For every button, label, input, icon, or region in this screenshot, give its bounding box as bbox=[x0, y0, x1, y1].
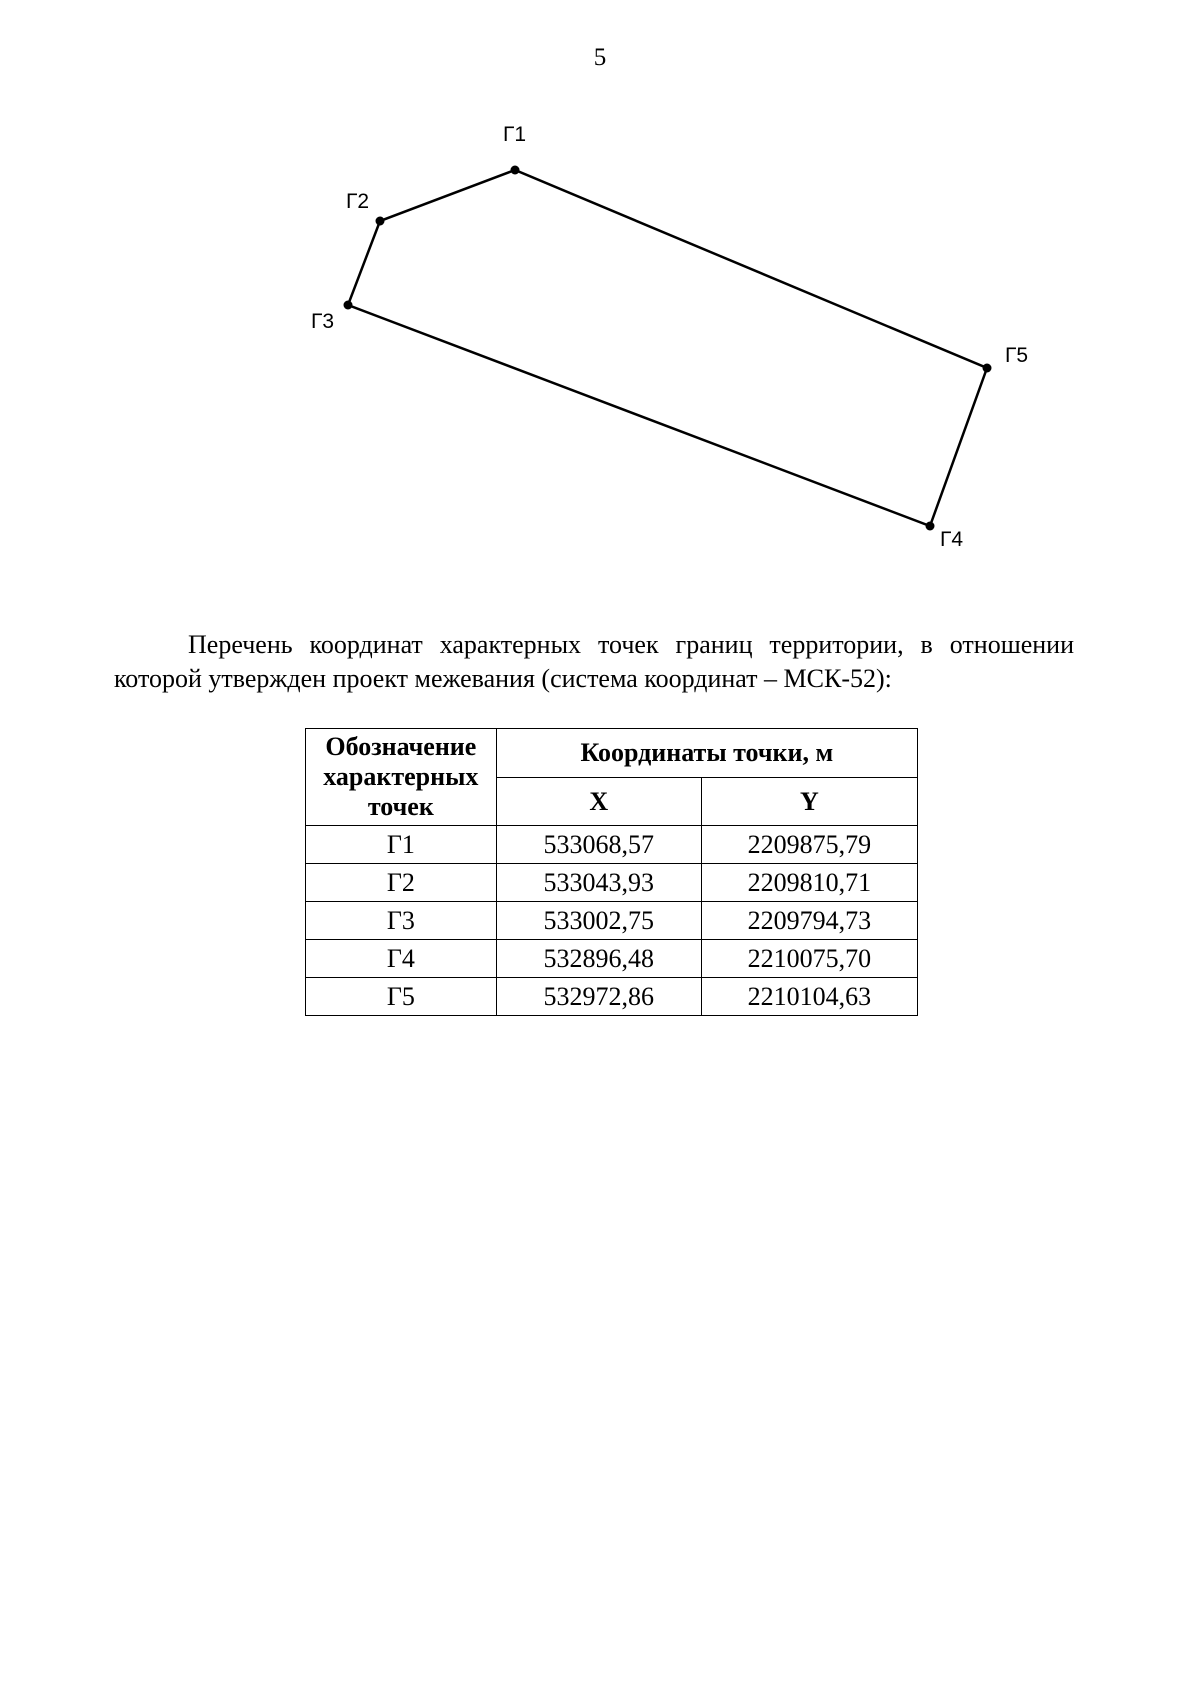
boundary-point-g2 bbox=[376, 217, 385, 226]
table-row bbox=[306, 826, 918, 864]
cell-point-name: Г1 bbox=[306, 826, 497, 864]
boundary-point-g1 bbox=[511, 166, 520, 175]
point-label-g1: Г1 bbox=[503, 123, 527, 146]
cell-y: 2209810,71 bbox=[701, 864, 917, 902]
cell-point-name: Г5 bbox=[306, 978, 497, 1016]
cell-x: 533043,93 bbox=[496, 864, 701, 902]
cell-x: 532972,86 bbox=[496, 978, 701, 1016]
table-row bbox=[306, 940, 918, 978]
cell-point-name: Г3 bbox=[306, 902, 497, 940]
cell-y: 2210075,70 bbox=[701, 940, 917, 978]
coordinates-caption bbox=[114, 628, 1074, 696]
caption-text: Перечень координат характерных точек границ территории, в отношении которой утвержден проект межевания (система координат – МСК-52): bbox=[114, 630, 1074, 693]
table-row bbox=[306, 864, 918, 902]
cell-y: 2209875,79 bbox=[701, 826, 917, 864]
table-row bbox=[306, 978, 918, 1016]
point-label-g4: Г4 bbox=[940, 528, 964, 551]
boundary-point-g5 bbox=[983, 364, 992, 373]
table-row bbox=[306, 902, 918, 940]
cell-y: 2209794,73 bbox=[701, 902, 917, 940]
coordinates-table bbox=[305, 728, 918, 1016]
boundary-point-g4 bbox=[926, 522, 935, 531]
header-point-name: Обозначение характерных точек bbox=[306, 729, 497, 826]
point-label-g2: Г2 bbox=[346, 190, 370, 213]
cell-x: 532896,48 bbox=[496, 940, 701, 978]
boundary-polygon bbox=[348, 170, 987, 526]
cell-y: 2210104,63 bbox=[701, 978, 917, 1016]
boundary-scheme bbox=[0, 0, 1200, 580]
cell-point-name: Г2 bbox=[306, 864, 497, 902]
point-label-g5: Г5 bbox=[1005, 344, 1029, 367]
cell-point-name: Г4 bbox=[306, 940, 497, 978]
header-y: Y bbox=[701, 778, 917, 826]
page-number: 5 bbox=[593, 44, 607, 71]
header-coordinates: Координаты точки, м bbox=[496, 729, 917, 778]
boundary-point-g3 bbox=[344, 301, 353, 310]
point-label-g3: Г3 bbox=[311, 310, 335, 333]
cell-x: 533002,75 bbox=[496, 902, 701, 940]
cell-x: 533068,57 bbox=[496, 826, 701, 864]
header-x: X bbox=[496, 778, 701, 826]
